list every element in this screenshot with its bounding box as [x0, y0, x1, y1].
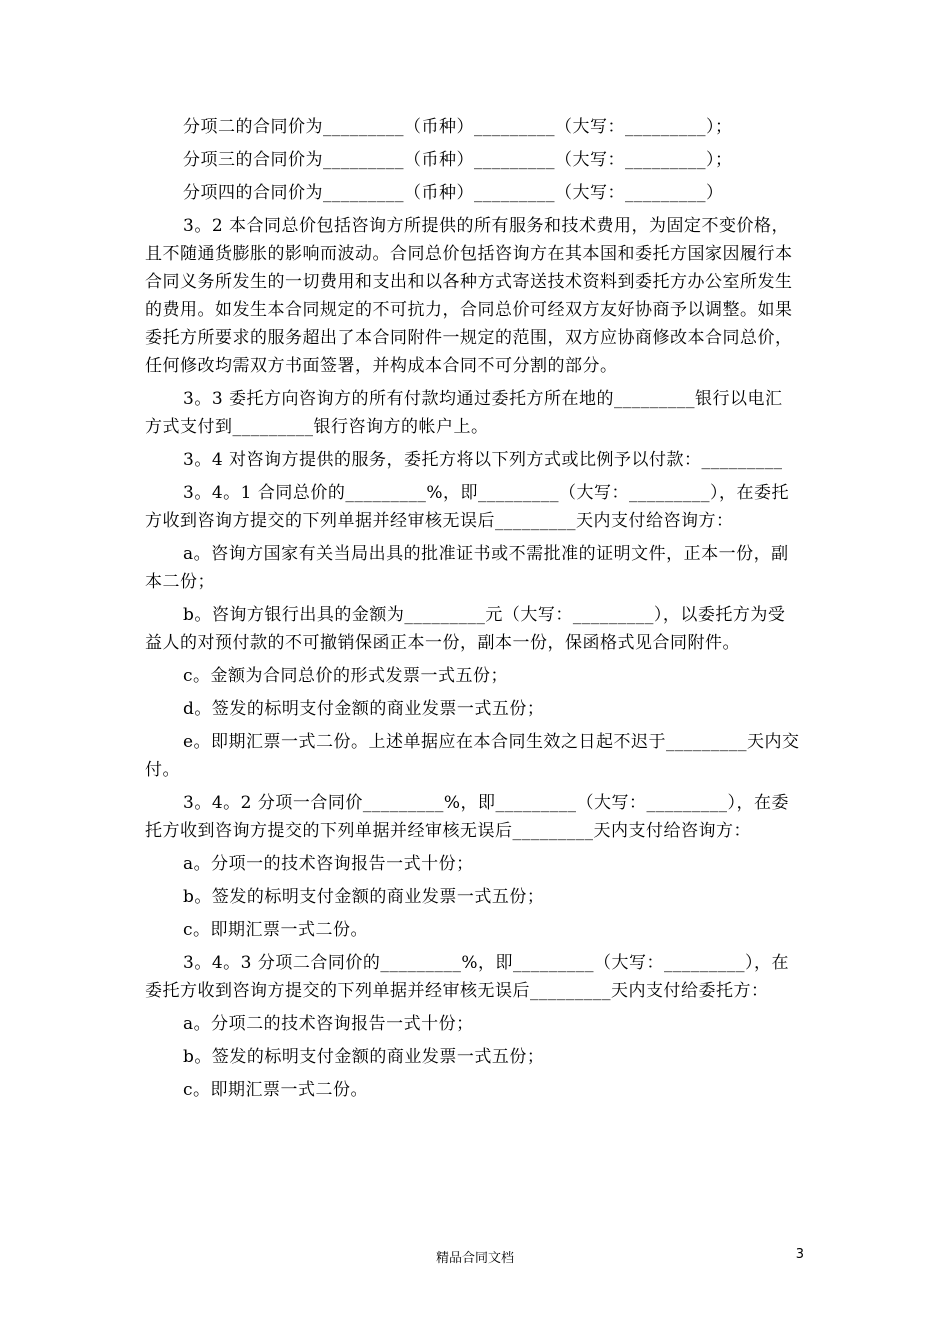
- paragraph: 分项二的合同价为_________（币种）_________（大写：_________）；: [183, 117, 733, 137]
- paragraph: b。咨询方银行出具的金额为_________元（大写：_________），以委托方为受益人的对预付款的不可撤销保函正本一份，副本一份，保函格式见合同附件。: [145, 605, 786, 653]
- paragraph: c。金额为合同总价的形式发票一式五份；: [183, 666, 509, 686]
- paragraph: e。即期汇票一式二份。上述单据应在本合同生效之日起不迟于_________天内交付。: [145, 732, 800, 780]
- paragraph: c。即期汇票一式二份。: [183, 920, 369, 940]
- paragraph: 3。2 本合同总价包括咨询方所提供的所有服务和技术费用，为固定不变价格，且不随通货膨胀的影响而波动。合同总价包括咨询方在其本国和委托方国家因履行本合同义务所发生的一切费用和支出和以各种方式寄送技术资料到委托方办公室所发生的费用。如发生本合同规定的不可抗力，合同总价可经双方友好协商予以调整。如果委托方所要求的服务超出了本合同附件一规定的范围，双方应协商修改本合同总价，任何修改均需双方书面签署，并构成本合同不可分割的部分。: [145, 216, 793, 376]
- paragraph: 3。3 委托方向咨询方的所有付款均通过委托方所在地的_________银行以电汇方式支付到_________银行咨询方的帐户上。: [145, 389, 783, 437]
- page-footer: [0, 1247, 950, 1267]
- paragraph: 3。4。1 合同总价的_________%，即_________（大写：_________），在委托方收到咨询方提交的下列单据并经审核无误后_________天内支付给咨询方：: [145, 483, 790, 531]
- paragraph: 分项三的合同价为_________（币种）_________（大写：_________）；: [183, 150, 733, 170]
- paragraph: 分项四的合同价为_________（币种）_________（大写：_________）: [183, 183, 724, 203]
- paragraph: b。签发的标明支付金额的商业发票一式五份；: [183, 1047, 545, 1067]
- paragraph: a。分项二的技术咨询报告一式十份；: [183, 1014, 474, 1034]
- paragraph: a。咨询方国家有关当局出具的批准证书或不需批准的证明文件，正本一份，副本二份；: [145, 544, 789, 592]
- page-number: 3: [795, 1247, 804, 1262]
- paragraph: c。即期汇票一式二份。: [183, 1080, 369, 1100]
- document-body: [145, 113, 800, 1109]
- paragraph: b。签发的标明支付金额的商业发票一式五份；: [183, 887, 545, 907]
- paragraph: 3。4 对咨询方提供的服务，委托方将以下列方式或比例予以付款：_________: [183, 450, 783, 470]
- footer-title: 精品合同文档: [435, 1251, 514, 1266]
- paragraph: 3。4。2 分项一合同价_________%，即_________（大写：_________），在委托方收到咨询方提交的下列单据并经审核无误后_________天内支付给咨询方：: [145, 793, 790, 841]
- paragraph: 3。4。3 分项二合同价的_________%，即_________（大写：_________），在委托方收到咨询方提交的下列单据并经审核无误后_________天内支付给委托方：: [145, 953, 790, 1001]
- paragraph: a。分项一的技术咨询报告一式十份；: [183, 854, 474, 874]
- paragraph: d。签发的标明支付金额的商业发票一式五份；: [183, 699, 545, 719]
